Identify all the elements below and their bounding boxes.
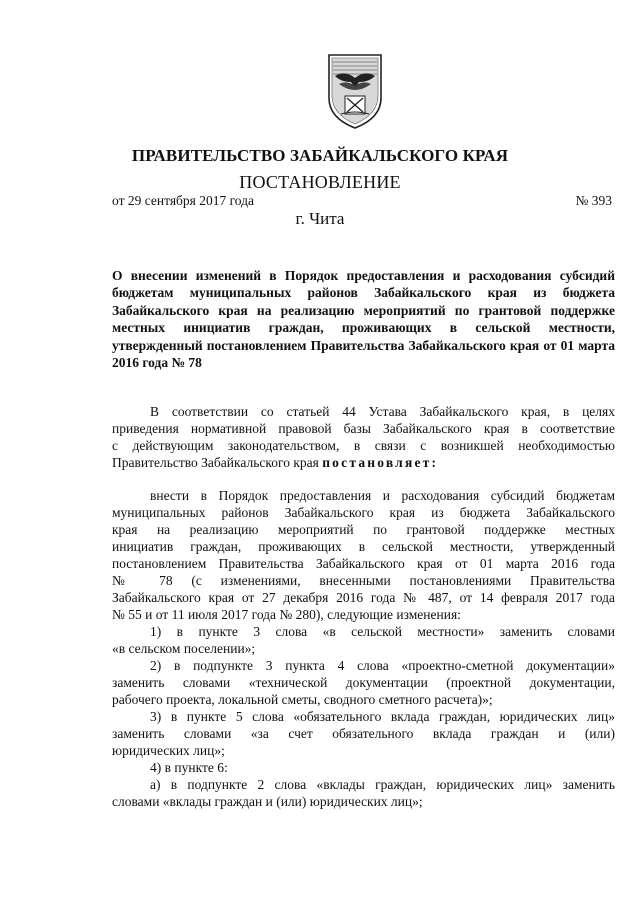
list-item: 1) в пункте 3 слова «в сельской местности» заменить словами xyxy=(150,624,615,639)
body-line: Забайкальского края от 27 декабря 2016 года № 487, от 14 февраля 2017 года xyxy=(112,590,615,605)
resolves-word: постановляет: xyxy=(322,455,439,470)
government-title: ПРАВИТЕЛЬСТВО ЗАБАЙКАЛЬСКОГО КРАЯ xyxy=(131,146,509,165)
list-item: а) в подпункте 2 слова «вклады граждан, юридических лиц» заменить xyxy=(150,777,615,792)
body-line: Правительство Забайкальского края постановляет: xyxy=(112,455,439,470)
body-line: № 55 и от 11 июля 2017 года № 280), следующие изменения: xyxy=(112,607,461,622)
body-line: инициатив граждан, проживающих в сельской местности, утвержденный xyxy=(112,539,615,554)
body-line: № 78 (с изменениями, внесенными постановлениями Правительства xyxy=(112,573,615,588)
document-type: ПОСТАНОВЛЕНИЕ xyxy=(239,172,401,192)
list-item: заменить словами «за счет обязательного вклада граждан и (или) xyxy=(112,726,615,741)
list-item: 3) в пункте 5 слова «обязательного вклада граждан, юридических лиц» xyxy=(150,709,615,724)
list-item: словами «вклады граждан и (или) юридических лиц»; xyxy=(112,794,423,809)
document-number: № 393 xyxy=(575,193,612,208)
body-line: муниципальных районов Забайкальского края из бюджета Забайкальского xyxy=(112,505,615,520)
list-item: 4) в пункте 6: xyxy=(150,760,228,775)
list-item: заменить словами «технической документации (проектной документации, xyxy=(112,675,615,690)
document-heading: О внесении изменений в Порядок предоставления и расходования субсидий бюджетам муниципальных районов Забайкальского края из бюджета Забайкальского края на реализацию мероприятий по грантовой поддержке местных инициатив граждан, проживающих в сельской местности, утвержденный постановлением Правительства Забайкальского края от 01 марта 2016 года № 78 xyxy=(112,268,615,371)
list-item: «в сельском поселении»; xyxy=(112,641,256,656)
body-line: постановлением Правительства Забайкальского края от 01 марта 2016 года xyxy=(112,556,615,571)
body-line: с действующим законодательством, в связи с возникшей необходимостью xyxy=(112,438,615,453)
list-item: юридических лиц»; xyxy=(112,743,225,758)
body-line: края на реализацию мероприятий по грантовой поддержке местных xyxy=(112,522,615,537)
body-line: внести в Порядок предоставления и расходования субсидий бюджетам xyxy=(150,488,615,503)
body-line: В соответствии со статьей 44 Устава Забайкальского края, в целях xyxy=(150,404,615,419)
coat-of-arms-emblem xyxy=(325,52,385,130)
body-line: приведения нормативной правовой базы Забайкальского края в соответствие xyxy=(112,421,615,436)
document-date: от 29 сентября 2017 года xyxy=(112,193,255,208)
document-city: г. Чита xyxy=(295,209,345,228)
list-item: рабочего проекта, локальной сметы, сводного сметного расчета)»; xyxy=(112,692,493,707)
list-item: 2) в подпункте 3 пункта 4 слова «проектно-сметной документации» xyxy=(150,658,615,673)
